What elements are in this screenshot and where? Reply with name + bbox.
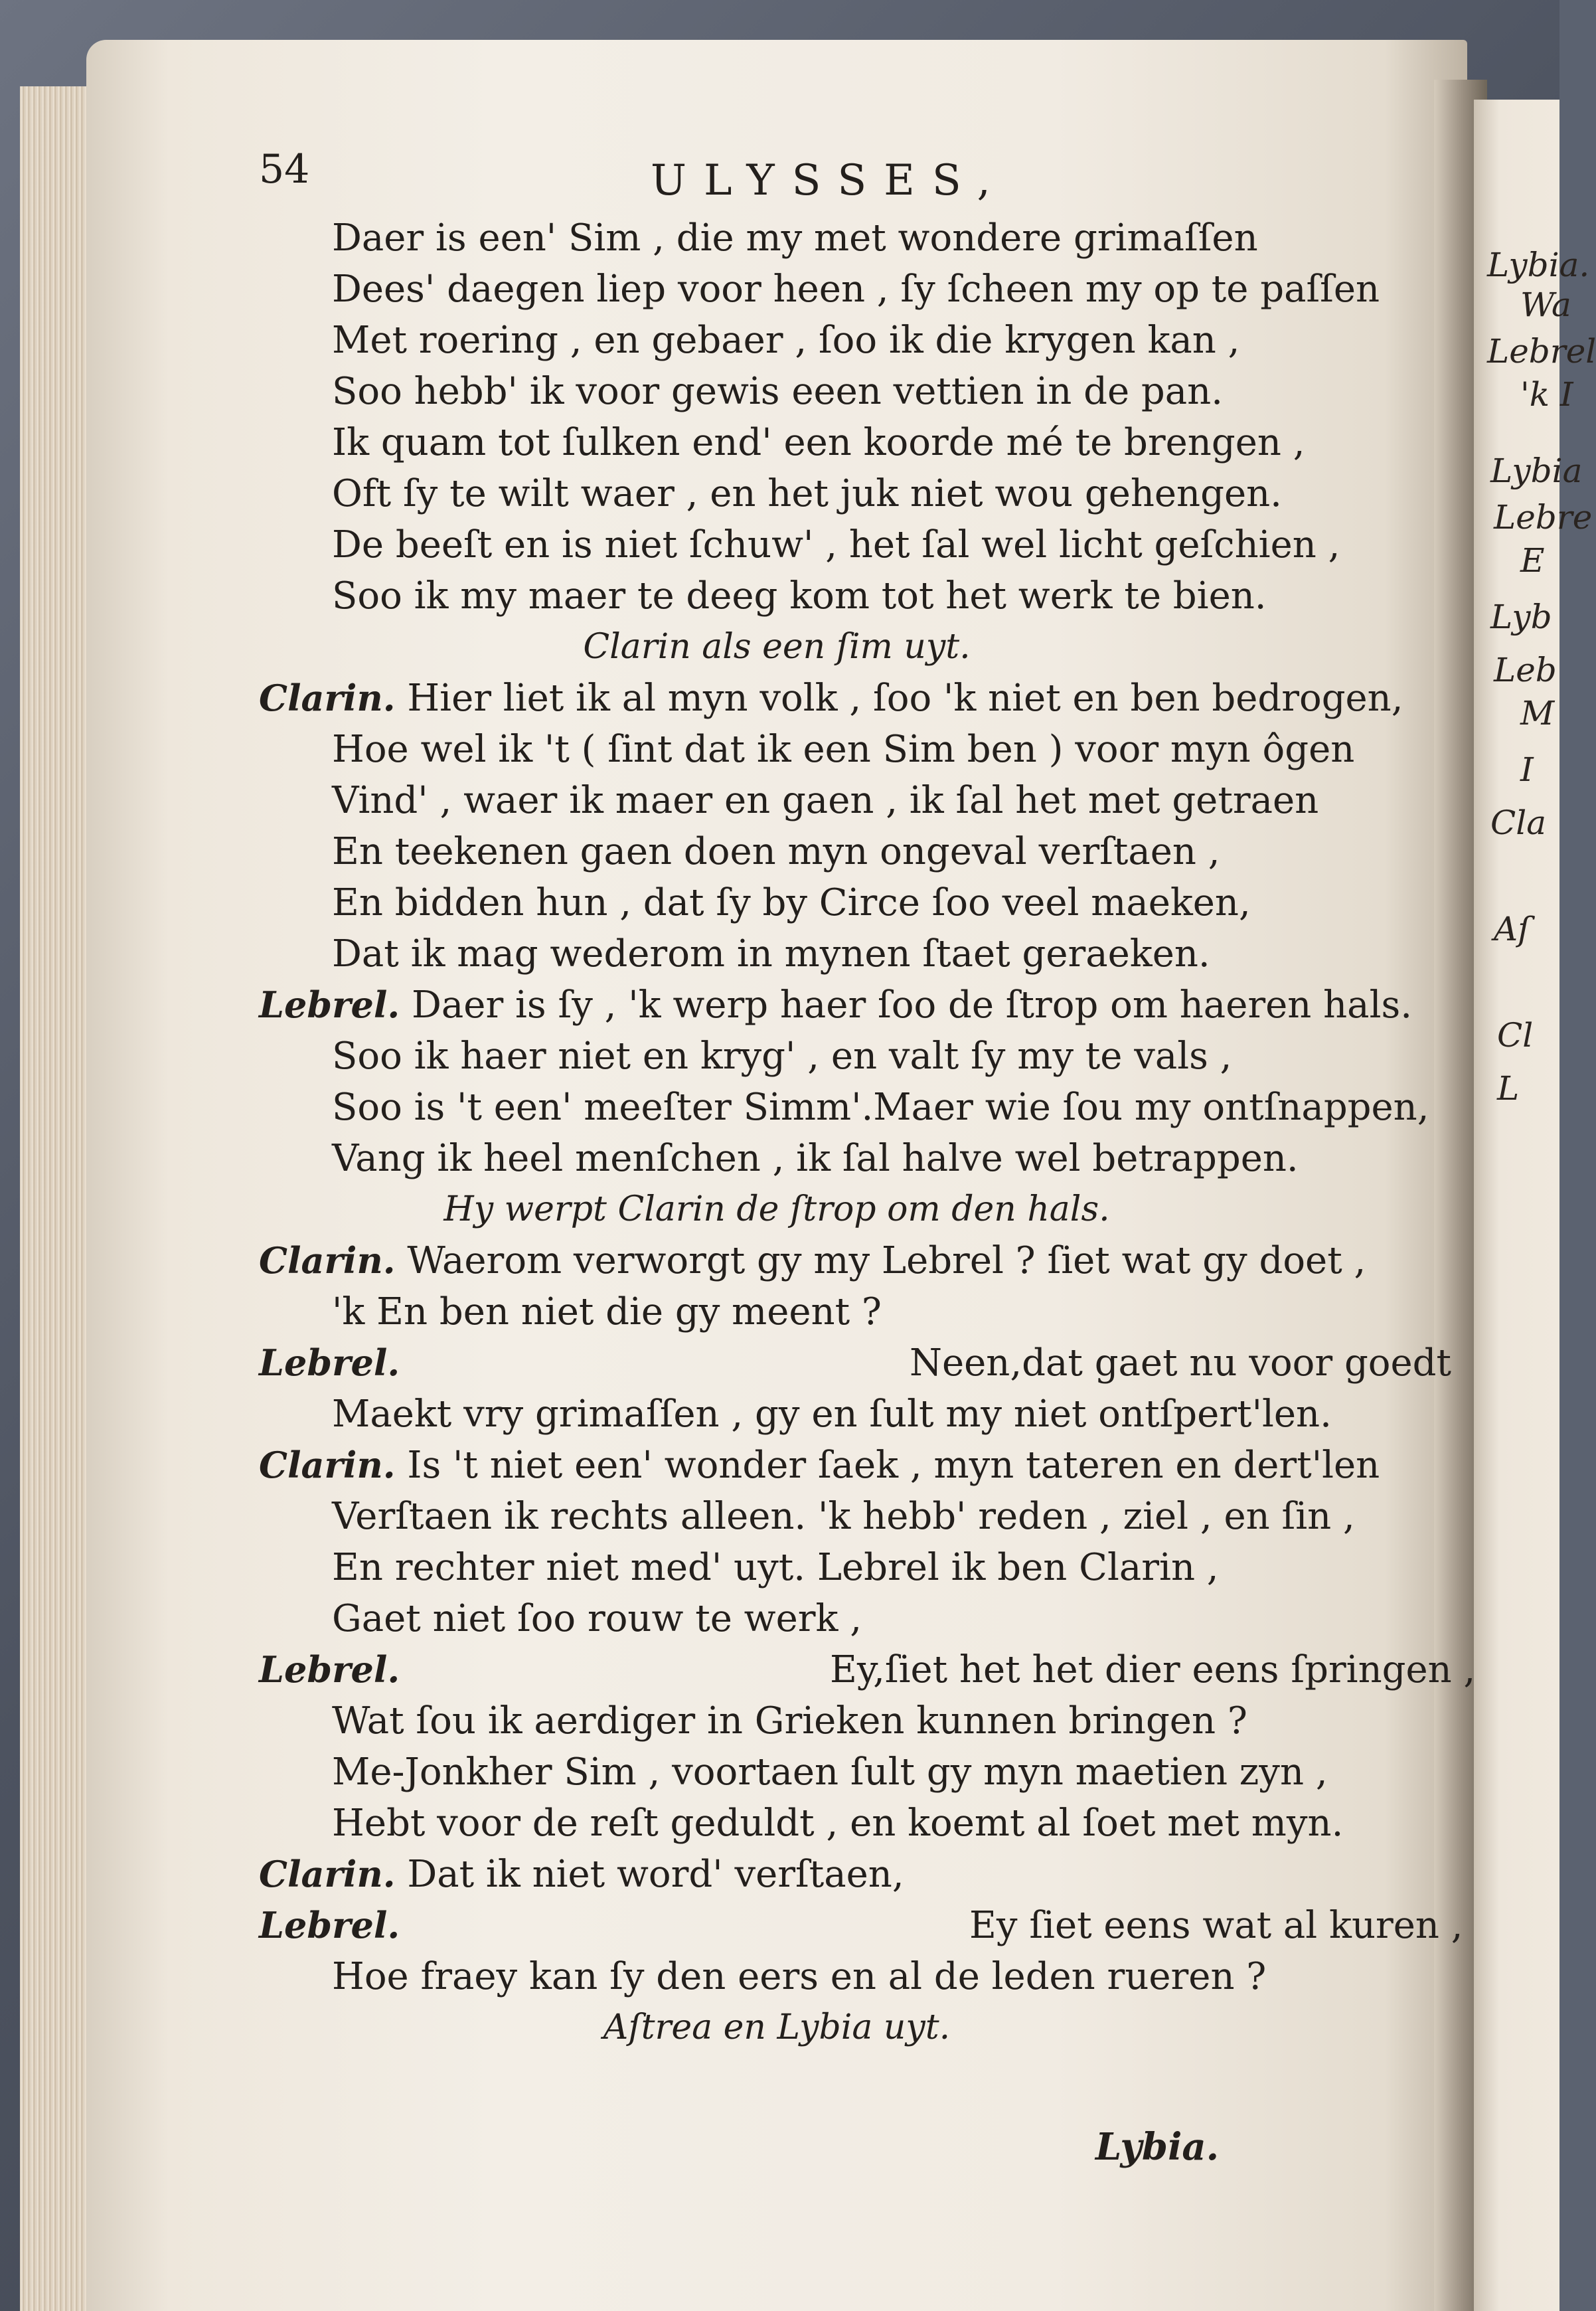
verse-line: Maekt vry grimaſſen , gy en ſult my niet ontſpert'len. bbox=[332, 1393, 1332, 1436]
page-number: 54 bbox=[259, 146, 310, 193]
stage-direction: Aſtrea en Lybia uyt. bbox=[603, 2008, 951, 2047]
verse-line: Dat ik mag wederom in mynen ſtaet geraeken. bbox=[332, 932, 1210, 976]
side-word: Lebrel bbox=[1487, 332, 1596, 371]
speaker-name: Clarin. bbox=[259, 677, 396, 719]
speech-line bbox=[259, 1900, 1494, 1951]
speech-line bbox=[259, 1644, 1494, 1695]
verse-line: En teekenen gaen doen myn ongeval verſtaen , bbox=[332, 830, 1220, 873]
stage-direction: Hy werpt Clarin de ſtrop om den hals. bbox=[443, 1189, 1110, 1229]
speech-text: Daer is ſy , 'k werp haer ſoo de ſtrop om haeren hals. bbox=[412, 984, 1413, 1027]
running-head: ULYSSES, bbox=[651, 156, 1008, 205]
speaker-name: Clarin. bbox=[259, 1239, 396, 1282]
speech-line bbox=[259, 1849, 1494, 1900]
side-word: Lybia. bbox=[1487, 246, 1590, 284]
verse-line: Gaet niet ſoo rouw te werk , bbox=[332, 1597, 862, 1640]
verse-line: Hoe fraey kan ſy den eers en al de leden rueren ? bbox=[332, 1955, 1267, 1998]
verse-line: Hebt voor de reſt geduldt , en koemt al ſoet met myn. bbox=[332, 1802, 1344, 1845]
verse-line: Vang ik heel menſchen , ik ſal halve wel betrappen. bbox=[332, 1137, 1299, 1180]
catchword: Lybia. bbox=[1095, 2125, 1220, 2169]
verse-line: Vind' , waer ik maer en gaen , ik ſal het met getraen bbox=[332, 779, 1319, 822]
speaker-name: Lebrel. bbox=[259, 1341, 400, 1384]
verse-line: Daer is een' Sim , die my met wondere grimaſſen bbox=[332, 216, 1258, 260]
verse-line: Dees' daegen liep voor heen , ſy ſcheen my op te paſſen bbox=[332, 268, 1380, 311]
side-word: M bbox=[1520, 694, 1555, 732]
speech-text: Hier liet ik al myn volk , ſoo 'k niet en ben bedrogen, bbox=[407, 677, 1403, 720]
verse-line: Verſtaen ik rechts alleen. 'k hebb' reden , ziel , en ſin , bbox=[332, 1495, 1355, 1538]
speech-line bbox=[259, 1440, 1494, 1491]
verse-line: Oft ſy te wilt waer , en het juk niet wou gehengen. bbox=[332, 472, 1282, 515]
verse-line: Wat ſou ik aerdiger in Grieken kunnen bringen ? bbox=[332, 1699, 1247, 1743]
side-word: Lebre bbox=[1494, 498, 1593, 537]
speaker-name: Clarin. bbox=[259, 1853, 396, 1895]
side-word: Lyb bbox=[1490, 598, 1552, 636]
speech-line bbox=[259, 980, 1494, 1031]
speech-line bbox=[259, 673, 1494, 724]
side-word: I bbox=[1520, 750, 1534, 789]
stage-direction: Clarin als een ſim uyt. bbox=[583, 627, 971, 667]
verse-line: Soo ik my maer te deeg kom tot het werk te bien. bbox=[332, 574, 1267, 618]
side-word: Wa bbox=[1520, 286, 1571, 324]
side-word: Cl bbox=[1497, 1016, 1534, 1055]
verse-line: Ik quam tot ſulken end' een koorde mé te brengen , bbox=[332, 421, 1305, 464]
verse-line: Soo is 't een' meeſter Simm'.Maer wie ſou my ontſnappen, bbox=[332, 1086, 1429, 1129]
side-word: L bbox=[1497, 1069, 1520, 1108]
side-word: Aſ bbox=[1494, 910, 1530, 948]
speaker-name: Lebrel. bbox=[259, 984, 400, 1026]
verse-line: En bidden hun , dat ſy by Circe ſoo veel maeken, bbox=[332, 881, 1251, 924]
speaker-name: Lebrel. bbox=[259, 1904, 400, 1946]
side-word: E bbox=[1520, 541, 1545, 580]
verse-line: 'k En ben niet die gy meent ? bbox=[332, 1290, 882, 1333]
speech-text: Dat ik niet word' verſtaen, bbox=[407, 1853, 904, 1896]
speech-line bbox=[259, 1235, 1494, 1286]
speech-line bbox=[259, 1337, 1494, 1389]
speech-text: Ey,ſiet het het dier eens ſpringen , bbox=[830, 1648, 1476, 1691]
verse-line: Met roering , en gebaer , ſoo ik die krygen kan , bbox=[332, 319, 1240, 362]
page-header bbox=[259, 139, 1494, 213]
verse-line: Soo ik haer niet en kryg' , en valt ſy my te vals , bbox=[332, 1035, 1232, 1078]
speaker-name: Clarin. bbox=[259, 1444, 396, 1486]
side-word: 'k I bbox=[1520, 375, 1573, 414]
speech-text: Is 't niet een' wonder ſaek , myn tateren en dert'len bbox=[407, 1444, 1380, 1487]
speech-text: Waerom verworgt gy my Lebrel ? ſiet wat gy doet , bbox=[407, 1239, 1366, 1282]
speech-text: Neen,dat gaet nu voor goedt bbox=[910, 1341, 1451, 1385]
verse-line: Hoe wel ik 't ( ſint dat ik een Sim ben ) voor myn ôgen bbox=[332, 728, 1355, 771]
side-word: Leb bbox=[1494, 651, 1557, 689]
speaker-name: Lebrel. bbox=[259, 1648, 400, 1691]
verse-line: Soo hebb' ik voor gewis eeen vettien in de pan. bbox=[332, 370, 1224, 413]
verse-line: De beeſt en is niet ſchuw' , het ſal wel licht geſchien , bbox=[332, 523, 1340, 566]
side-word: Lybia bbox=[1490, 452, 1583, 490]
speech-text: Ey ſiet eens wat al kuren , bbox=[969, 1904, 1463, 1947]
verse-line: En rechter niet med' uyt. Lebrel ik ben Clarin , bbox=[332, 1546, 1219, 1589]
side-word: Cla bbox=[1490, 804, 1547, 842]
page-text bbox=[259, 139, 1494, 2053]
verse-line: Me-Jonkher Sim , voortaen ſult gy myn maetien zyn , bbox=[332, 1751, 1328, 1794]
